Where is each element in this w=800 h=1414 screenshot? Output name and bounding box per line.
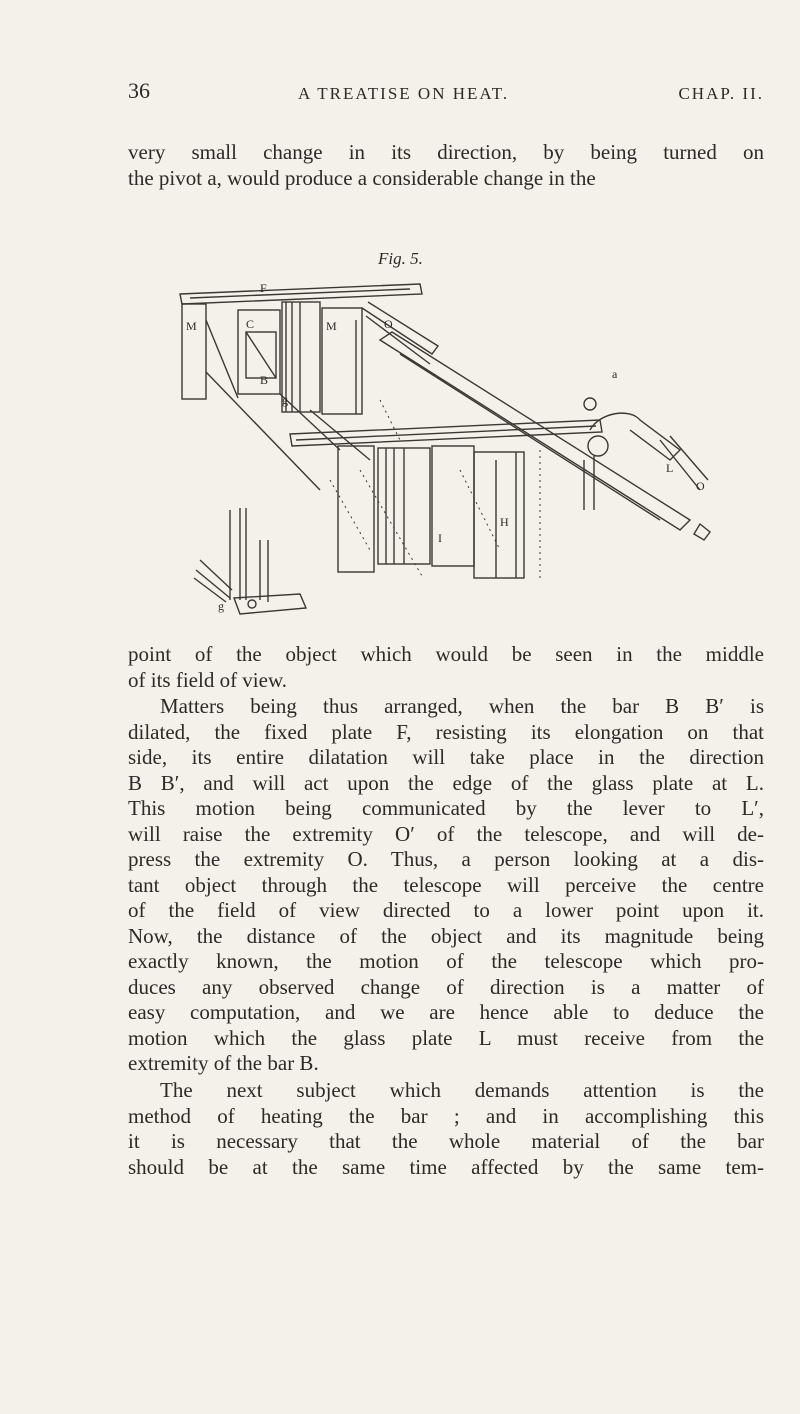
top-paragraph [128,140,764,191]
text-line: Matters being thus arranged, when the bar B B′ is [160,694,764,718]
text-line: should be at the same time affected by the same tem- [128,1154,764,1179]
text-line: will raise the extremity O′ of the telescope, and will de- [128,821,764,846]
figure-label-f: F [260,281,267,295]
text-line: tant object through the telescope will perceive the centre [128,872,764,897]
page-header [128,78,764,112]
text-line: extremity of the bar B. [128,1051,319,1075]
figure-label-a: a [612,367,618,381]
chapter-label: CHAP. II. [678,84,764,103]
page-number: 36 [128,78,150,103]
apparatus-drawing [160,280,720,630]
text-line: it is necessary that the whole material of the bar [128,1129,764,1153]
figure-label-o: O [384,317,393,331]
text-line: very small change in its direction, by being turned on [128,140,764,164]
apparatus-figure [160,280,720,630]
text-line: method of heating the bar ; and in accomplishing this [128,1103,764,1128]
figure-label-b: B [260,373,269,387]
text-line: point of the object which would be seen in the middle [128,642,764,666]
figure-label-g: g [282,393,288,407]
figure-caption: Fig. 5. [378,249,423,268]
paragraph-next-subject [128,1078,764,1180]
figure-label-h: H [500,515,509,529]
text-line: of its field of view. [128,667,288,692]
text-line: duces any observed change of direction is a matter of [128,974,764,999]
text-line: exactly known, the motion of the telescope which pro- [128,949,764,973]
figure-label-g-base: g [218,599,224,613]
running-title: A TREATISE ON HEAT. [298,84,510,103]
text-line: Now, the distance of the object and its magnitude being [128,923,764,948]
text-line: motion which the glass plate L must receive from the [128,1025,764,1050]
figure-label-c: C [246,317,255,331]
text-line: the pivot a, would produce a considerable change in the [128,165,596,190]
text-line: side, its entire dilatation will take place in the direction [128,745,764,769]
text-line: This motion being communicated by the lever to L′, [128,796,764,820]
figure-label-m-prime: M [326,319,337,333]
text-line: dilated, the fixed plate F, resisting its elongation on that [128,719,764,744]
text-line: of the field of view directed to a lower point upon it. [128,898,764,922]
text-line: easy computation, and we are hence able to deduce the [128,1000,764,1024]
figure-label-m: M [186,319,197,333]
figure-label-o-prime: O [696,479,705,493]
text-line: press the extremity O. Thus, a person looking at a dis- [128,847,764,871]
text-line: The next subject which demands attention is the [160,1078,764,1102]
figure-label-i: I [438,531,442,545]
paragraph-matters [128,694,764,1077]
figure-label-l: L [666,461,674,475]
text-line: B B′, and will act upon the edge of the glass plate at L. [128,770,764,795]
continuation-paragraph [128,642,764,693]
